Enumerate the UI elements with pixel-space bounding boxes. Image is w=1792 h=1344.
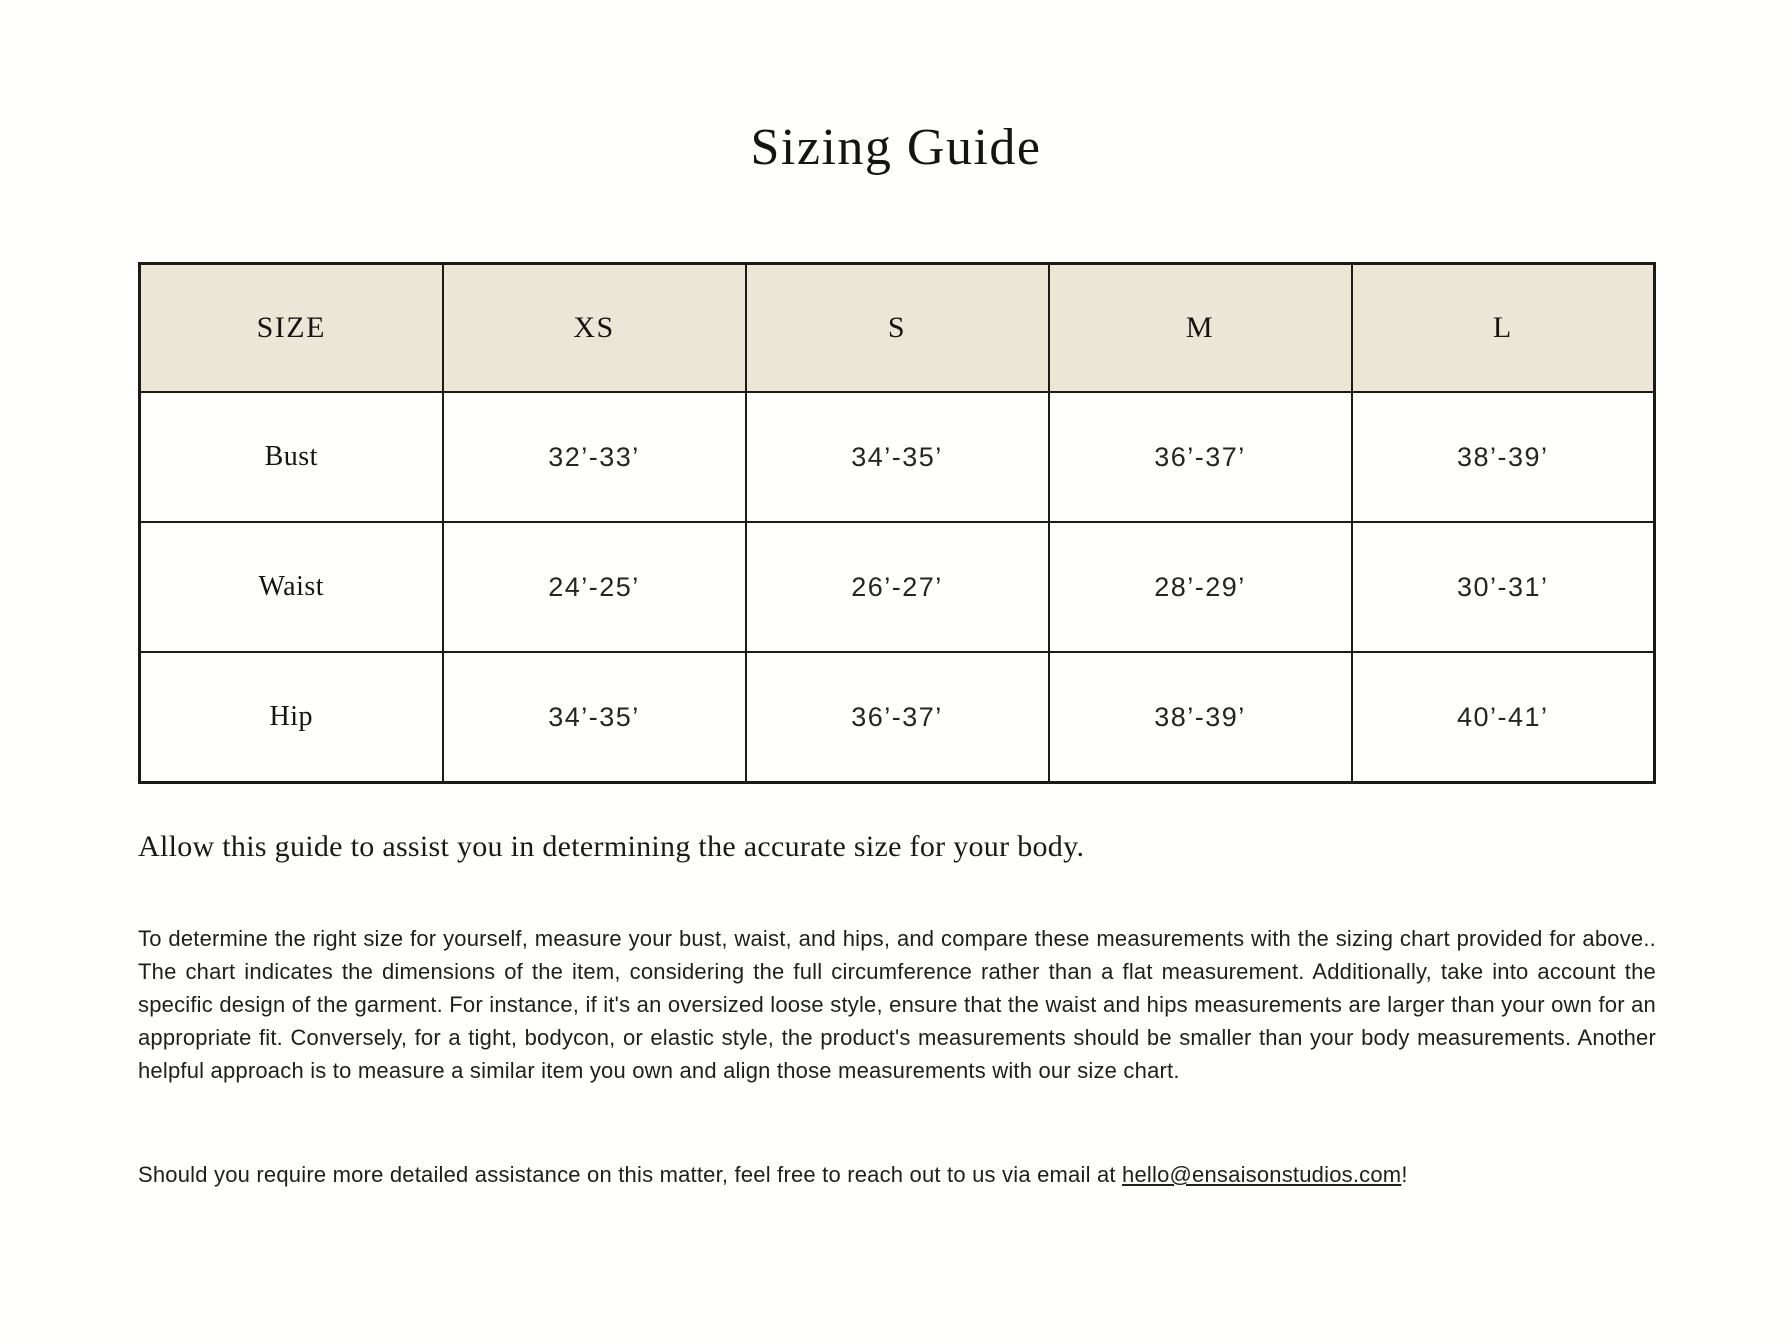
page-title: Sizing Guide — [750, 119, 1042, 176]
cell-waist-xs: 24’-25’ — [443, 522, 746, 652]
contact-text-prefix: Should you require more detailed assistance on this matter, feel free to reach out to us via email at — [138, 1162, 1123, 1187]
size-table-header-row — [140, 264, 1655, 393]
contact-text-suffix: ! — [1401, 1162, 1408, 1187]
size-table — [138, 262, 1656, 784]
column-header-s: S — [746, 264, 1049, 393]
contact-line — [138, 1158, 1656, 1191]
lead-line: Allow this guide to assist you in determining the accurate size for your body. — [138, 830, 1085, 863]
body-paragraph: To determine the right size for yourself, measure your bust, waist, and hips, and compare these measurements with the sizing chart provided for above.. The chart indicates the dimensions of the item, considering the full circumference rather than a flat measurement. Additionally, take into account the specific design of the garment. For instance, if it's an oversized loose style, ensure that the waist and hips measurements are larger than your own for an appropriate fit. Conversely, for a tight, bodycon, or elastic style, the product's measurements should be smaller than your body measurements. Another helpful approach is to measure a similar item you own and align those measurements with our size chart. — [138, 926, 1656, 1083]
row-label-waist: Waist — [140, 522, 443, 652]
cell-hip-m: 38’-39’ — [1049, 652, 1352, 783]
column-header-l: L — [1352, 264, 1655, 393]
table-row-bust — [140, 392, 1655, 522]
row-label-bust: Bust — [140, 392, 443, 522]
email-link[interactable]: hello@ensaisonstudios.com — [1122, 1162, 1402, 1187]
cell-hip-s: 36’-37’ — [746, 652, 1049, 783]
cell-bust-s: 34’-35’ — [746, 392, 1049, 522]
cell-bust-xs: 32’-33’ — [443, 392, 746, 522]
cell-waist-m: 28’-29’ — [1049, 522, 1352, 652]
row-label-hip: Hip — [140, 652, 443, 783]
cell-bust-l: 38’-39’ — [1352, 392, 1655, 522]
column-header-size: SIZE — [140, 264, 443, 393]
cell-waist-s: 26’-27’ — [746, 522, 1049, 652]
table-row-hip — [140, 652, 1655, 783]
cell-bust-m: 36’-37’ — [1049, 392, 1352, 522]
cell-hip-xs: 34’-35’ — [443, 652, 746, 783]
column-header-m: M — [1049, 264, 1352, 393]
cell-waist-l: 30’-31’ — [1352, 522, 1655, 652]
cell-hip-l: 40’-41’ — [1352, 652, 1655, 783]
column-header-xs: XS — [443, 264, 746, 393]
size-table-container — [138, 262, 1656, 784]
table-row-waist — [140, 522, 1655, 652]
